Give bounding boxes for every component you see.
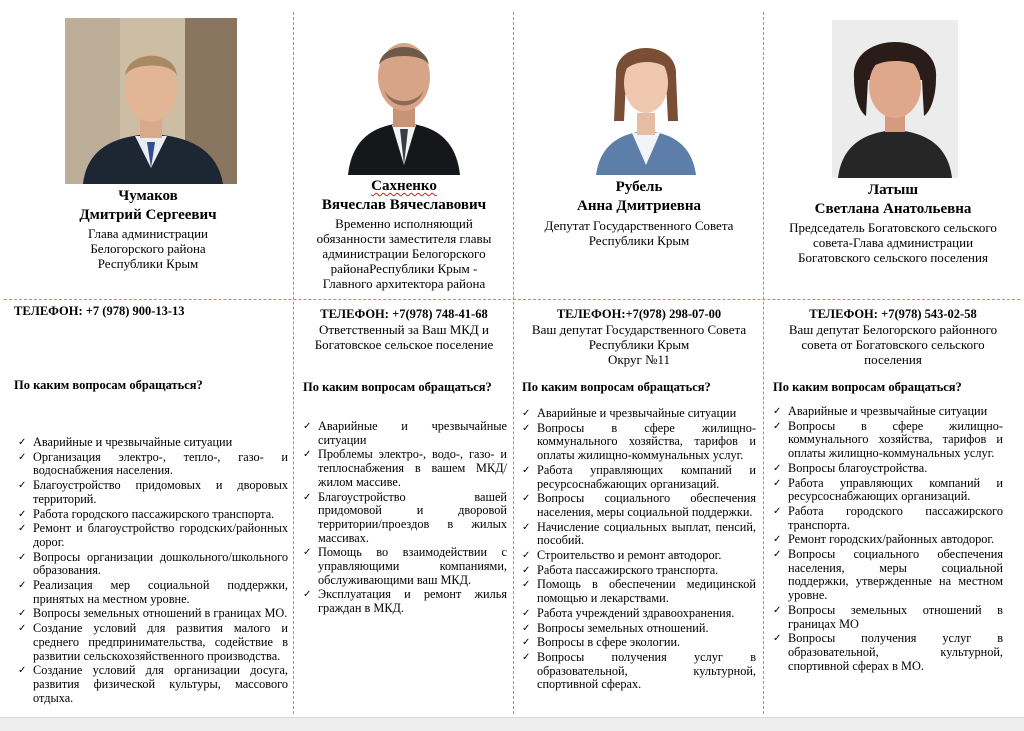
list-item: ✓ Работа управляющих компаний и ресурсоснабжающих организаций. xyxy=(522,464,756,491)
list-item: ✓ Реализация мер социальной поддержки, принятых на местном уровне. xyxy=(18,579,288,606)
questions-heading: По каким вопросам обращаться? xyxy=(773,380,962,394)
position-line: обязанности заместителя главы xyxy=(316,231,492,246)
official-name xyxy=(6,187,290,225)
list-item: ✓ Эксплуатация и ремонт жилья граждан в МКД. xyxy=(303,588,507,615)
phone-note xyxy=(768,322,1018,367)
surname: Латыш xyxy=(867,182,919,198)
list-item: ✓ Вопросы земельных отношений в границах МО xyxy=(773,604,1003,631)
column-divider xyxy=(293,12,294,714)
portrait-photo xyxy=(346,25,462,175)
phone-note xyxy=(298,322,510,352)
position-line: совета-Глава администрации xyxy=(812,235,974,250)
portrait-photo xyxy=(596,25,696,175)
list-item: ✓ Аварийные и чрезвычайные ситуации xyxy=(522,407,756,421)
note-line: поселения xyxy=(864,352,922,367)
list-item: ✓ Создание условий для организации досуга, развития физической культуры, массового отдыха. xyxy=(18,664,288,705)
position-line: Республики Крым xyxy=(588,233,690,248)
list-item: ✓ Вопросы земельных отношений. xyxy=(522,622,756,636)
official-name xyxy=(298,177,510,215)
position-line: Главного архитектора района xyxy=(322,276,486,291)
given-names: Вячеслав Вячеславович xyxy=(321,197,487,213)
given-names: Дмитрий Сергеевич xyxy=(79,207,217,223)
official-position xyxy=(518,218,760,248)
note-line: Округ №11 xyxy=(607,352,671,367)
official-name xyxy=(768,181,1018,219)
note-line: Республики Крым xyxy=(588,337,690,352)
list-item: ✓ Вопросы в сфере жилищно-коммунального хозяйства, тарифов и оплаты жилищно-коммунальных услуг. xyxy=(773,420,1003,461)
note-line: совета от Богатовского сельского xyxy=(801,337,985,352)
list-item: ✓ Вопросы получения услуг в образовательной, культурной, спортивной сферах в МО. xyxy=(773,632,1003,673)
official-card-chumakov xyxy=(6,0,290,730)
phone-number[interactable]: ТЕЛЕФОН: +7(978) 543-02-58 xyxy=(809,307,977,321)
surname: Рубель xyxy=(615,179,663,195)
note-line: Ваш депутат Государственного Совета xyxy=(531,322,747,337)
list-item: ✓ Работа учреждений здравоохранения. xyxy=(522,607,756,621)
position-line: районаРеспублики Крым - xyxy=(330,261,478,276)
column-divider xyxy=(763,12,764,714)
questions-heading: По каким вопросам обращаться? xyxy=(303,380,492,394)
official-position xyxy=(768,220,1018,265)
given-names: Светлана Анатольевна xyxy=(814,201,972,217)
given-names: Анна Дмитриевна xyxy=(577,198,701,214)
surname: Чумаков xyxy=(118,188,178,204)
list-item: ✓ Вопросы организации дошкольного/школьного образования. xyxy=(18,551,288,578)
questions-list xyxy=(18,436,288,706)
questions-heading: По каким вопросам обращаться? xyxy=(522,380,711,394)
list-item: ✓ Аварийные и чрезвычайные ситуации xyxy=(18,436,288,450)
questions-list xyxy=(773,405,1003,674)
position-line: Временно исполняющий xyxy=(335,216,473,231)
list-item: ✓ Аварийные и чрезвычайные ситуации xyxy=(303,420,507,447)
list-item: ✓ Работа пассажирского транспорта. xyxy=(522,564,756,578)
note-line: Ваш депутат Белогорского районного xyxy=(788,322,998,337)
note-line: Ответственный за Ваш МКД и xyxy=(318,322,490,337)
official-position xyxy=(6,226,290,271)
list-item: ✓ Вопросы социального обеспечения населения, меры социальной поддержки. xyxy=(522,492,756,519)
window-bottom-edge xyxy=(0,717,1024,731)
position-line: Богатовского сельского поселения xyxy=(798,250,988,265)
position-line: Глава администрации xyxy=(87,226,208,241)
questions-heading: По каким вопросам обращаться? xyxy=(14,378,203,392)
position-line: Депутат Государственного Совета xyxy=(544,218,734,233)
list-item: ✓ Ремонт и благоустройство городских/районных дорог. xyxy=(18,522,288,549)
list-item: ✓ Вопросы в сфере экологии. xyxy=(522,636,756,650)
position-line: администрации Белогорского xyxy=(322,246,486,261)
list-item: ✓ Вопросы получения услуг в образовательной, культурной, спортивной сферах. xyxy=(522,651,756,692)
official-position xyxy=(298,216,510,291)
column-divider xyxy=(513,12,514,714)
official-card-latysh xyxy=(768,0,1018,730)
questions-list xyxy=(522,407,756,693)
list-item: ✓ Начисление социальных выплат, пенсий, пособий. xyxy=(522,521,756,548)
list-item: ✓ Аварийные и чрезвычайные ситуации xyxy=(773,405,1003,419)
list-item: ✓ Ремонт городских/районных автодорог. xyxy=(773,533,1003,547)
list-item: ✓ Работа городского пассажирского транспорта. xyxy=(773,505,1003,532)
list-item: ✓ Вопросы социального обеспечения населения, меры социальной поддержки, утвержденные на местном уровне. xyxy=(773,548,1003,603)
phone-note xyxy=(518,322,760,367)
list-item: ✓ Вопросы благоустройства. xyxy=(773,462,1003,476)
list-item: ✓ Помощь в обеспечении медицинской помощью и лекарствами. xyxy=(522,578,756,605)
list-item: ✓ Создание условий для развития малого и среднего предпринимательства, содействие в развитии сельскохозяйственного производства. xyxy=(18,622,288,663)
position-line: Республики Крым xyxy=(97,256,199,271)
position-line: Белогорского района xyxy=(90,241,206,256)
position-line: Председатель Богатовского сельского xyxy=(789,220,997,235)
phone-number[interactable]: ТЕЛЕФОН: +7 (978) 900-13-13 xyxy=(14,304,185,318)
list-item: ✓ Строительство и ремонт автодорог. xyxy=(522,549,756,563)
list-item: ✓ Работа городского пассажирского транспорта. xyxy=(18,508,288,522)
surname: Сахненко xyxy=(371,178,437,194)
list-item: ✓ Помощь во взаимодействии с управляющими компаниями, обслуживающими ваш МКД. xyxy=(303,546,507,587)
list-item: ✓ Вопросы земельных отношений в границах МО. xyxy=(18,607,288,621)
list-item: ✓ Работа управляющих компаний и ресурсоснабжающих организаций. xyxy=(773,477,1003,504)
official-card-sakhnenko xyxy=(298,0,510,730)
phone-number[interactable]: ТЕЛЕФОН: +7(978) 748-41-68 xyxy=(320,307,488,321)
official-name xyxy=(518,178,760,216)
portrait-photo xyxy=(832,20,958,178)
official-card-rubel xyxy=(518,0,760,730)
list-item: ✓ Проблемы электро-, водо-, газо- и теплоснабжения в вашем МКД/жилом массиве. xyxy=(303,448,507,489)
list-item: ✓ Благоустройство вашей придомовой и дворовой территории/проездов в жилых массивах. xyxy=(303,491,507,546)
list-item: ✓ Организация электро-, тепло-, газо- и водоснабжения населения. xyxy=(18,451,288,478)
phone-number[interactable]: ТЕЛЕФОН:+7(978) 298-07-00 xyxy=(556,307,722,321)
list-item: ✓ Вопросы в сфере жилищно-коммунального хозяйства, тарифов и оплаты жилищно-коммунальных услуг. xyxy=(522,422,756,463)
questions-list xyxy=(303,420,507,617)
list-item: ✓ Благоустройство придомовых и дворовых территорий. xyxy=(18,479,288,506)
note-line: Богатовское сельское поселение xyxy=(314,337,494,352)
portrait-photo xyxy=(65,18,237,184)
